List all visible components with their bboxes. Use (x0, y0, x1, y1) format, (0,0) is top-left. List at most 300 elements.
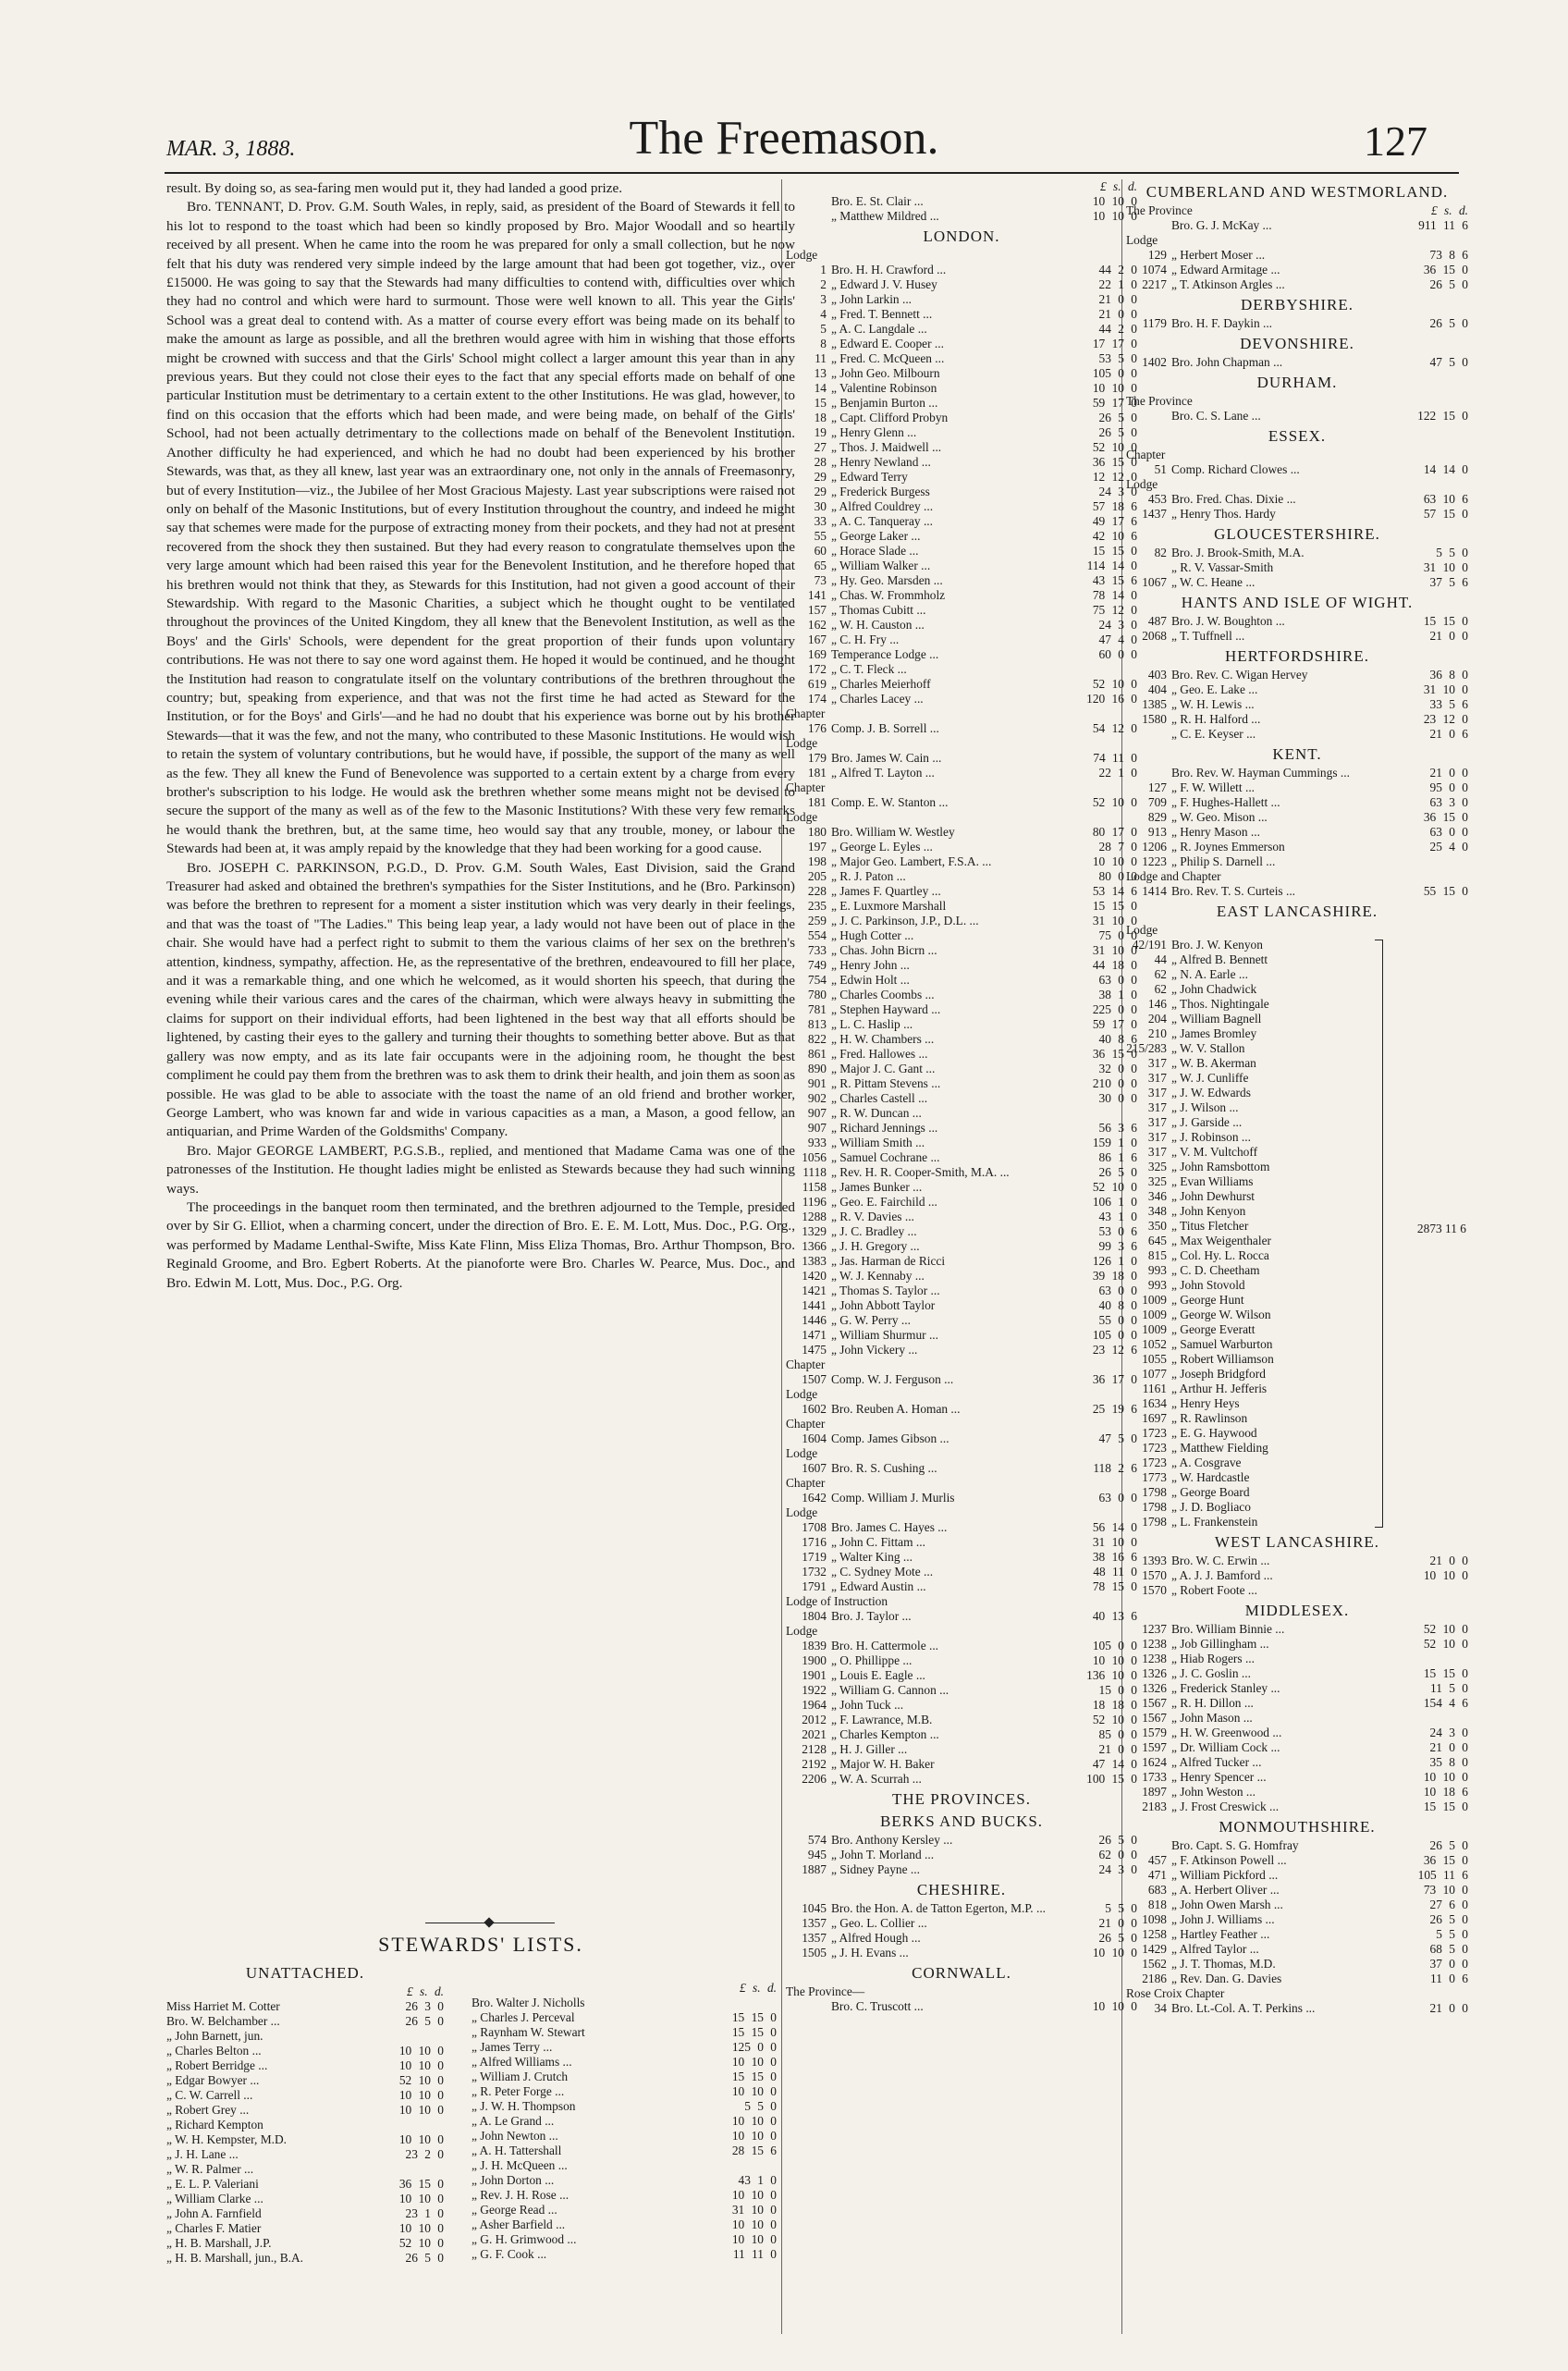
steward-row (1126, 1681, 1468, 1696)
steward-row (1126, 1957, 1468, 1972)
steward-row (786, 618, 1137, 633)
masthead-rule (165, 172, 1459, 174)
lodge-number: 749 (807, 958, 827, 972)
steward-name: Comp. William J. Murlis (831, 1491, 955, 1505)
steward-name: „ John Weston ... (1171, 1785, 1256, 1799)
steward-name: Bro. J. Taylor ... (831, 1609, 912, 1623)
amount: 75 0 0 (1098, 928, 1137, 942)
steward-name: „ A. Cosgrave (1171, 1456, 1242, 1469)
steward-row (1126, 1898, 1468, 1912)
lodge-number: 645 (1147, 1234, 1167, 1247)
steward-row (1126, 982, 1468, 997)
amount: 18 18 0 (1092, 1698, 1137, 1712)
lodge-number: 1719 (802, 1550, 827, 1564)
steward-name: „ William Shurmur ... (831, 1328, 938, 1342)
steward-row (1126, 1853, 1468, 1868)
steward-row (1126, 1711, 1468, 1726)
amount: 15 15 0 (1092, 899, 1137, 913)
steward-name: Miss Harriet M. Cotter (166, 1999, 280, 2013)
steward-row (1126, 1086, 1468, 1100)
steward-row (786, 1683, 1137, 1698)
steward-name: „ R. V. Vassar-Smith (1171, 560, 1274, 574)
amount: 95 0 0 (1429, 780, 1468, 794)
lodge-number: 1383 (802, 1254, 827, 1268)
lodge-number: 34 (1154, 2001, 1167, 2015)
steward-row (1126, 218, 1468, 233)
steward-row (1126, 1041, 1468, 1056)
lodge-number: 1567 (1142, 1696, 1167, 1710)
steward-row (1126, 1130, 1468, 1145)
steward-row (1126, 546, 1468, 560)
steward-row (1126, 938, 1468, 952)
steward-name: „ L. C. Haslip ... (831, 1017, 913, 1031)
steward-name: „ Charles J. Perceval (472, 2010, 575, 2024)
steward-row (472, 2188, 777, 2203)
lodge-number: 1045 (802, 1901, 827, 1915)
steward-name: „ Louis E. Eagle ... (831, 1668, 925, 1682)
steward-row (786, 884, 1137, 899)
lodge-number: 228 (807, 884, 827, 898)
amount: 10 10 0 (1092, 209, 1137, 223)
steward-name: „ Philip S. Darnell ... (1171, 854, 1276, 868)
steward-row (786, 1180, 1137, 1195)
lodge-number: 1158 (802, 1180, 827, 1194)
amount: 10 10 0 (731, 2217, 777, 2231)
steward-name: „ F. Hughes-Hallett ... (1171, 795, 1280, 809)
lodge-number: 198 (807, 854, 827, 868)
steward-row (1126, 263, 1468, 277)
steward-row (786, 1402, 1137, 1417)
steward-row (786, 1032, 1137, 1047)
steward-name: „ R. Rawlinson (1171, 1411, 1248, 1425)
lodge-number: 902 (807, 1091, 827, 1105)
lodge-number: 487 (1147, 614, 1167, 628)
lodge-number: 1562 (1142, 1957, 1167, 1971)
lodge-number: 205 (807, 869, 827, 883)
steward-row (472, 2217, 777, 2232)
amount: 24 3 0 (1429, 1726, 1468, 1739)
steward-row (1126, 1696, 1468, 1711)
lodge-number: 1056 (802, 1150, 827, 1164)
steward-row (1126, 854, 1468, 869)
steward-row (786, 928, 1137, 943)
section-heading: KENT. (1272, 745, 1322, 763)
group-label: Chapter (786, 1357, 826, 1371)
lodge-number: 683 (1147, 1883, 1167, 1897)
lodge-number: 62 (1154, 967, 1167, 981)
amount: 10 10 0 (398, 2132, 444, 2146)
steward-name: „ Fred. Hallowes ... (831, 1047, 928, 1061)
steward-row (1126, 967, 1468, 982)
unattached-heading: UNATTACHED. (245, 1964, 365, 1982)
steward-name: „ H. B. Marshall, J.P. (166, 2236, 272, 2250)
group-label: Lodge (786, 1624, 818, 1638)
amount: 60 0 0 (1098, 647, 1137, 661)
amount: 21 0 0 (1098, 1916, 1137, 1930)
steward-row (472, 2158, 777, 2173)
steward-name: „ W. V. Stallon (1171, 1041, 1245, 1055)
steward-row (786, 647, 1137, 662)
steward-row (786, 1150, 1137, 1165)
lodge-number: 1223 (1142, 854, 1167, 868)
steward-name: Comp. E. W. Stanton ... (831, 795, 949, 809)
steward-name: „ J. D. Bogliaco (1171, 1500, 1251, 1514)
steward-name: Bro. Lt.-Col. A. T. Perkins ... (1171, 2001, 1316, 2015)
amount: 26 5 0 (1098, 411, 1137, 424)
steward-row (1126, 462, 1468, 477)
lodge-number: 167 (807, 633, 827, 646)
steward-row (1126, 795, 1468, 810)
lodge-number: 933 (807, 1136, 827, 1149)
steward-row (1126, 1883, 1468, 1898)
steward-name: „ J. H. Lane ... (166, 2147, 239, 2161)
steward-row (1126, 1160, 1468, 1174)
amount: 38 1 0 (1098, 988, 1137, 1001)
steward-row (786, 396, 1137, 411)
lodge-number: 1357 (802, 1916, 827, 1930)
amount: 47 14 0 (1092, 1757, 1137, 1771)
amount: 39 18 0 (1092, 1269, 1137, 1283)
steward-row (786, 840, 1137, 854)
steward-name: „ W. H. Causton ... (831, 618, 925, 632)
amount: 28 15 6 (731, 2144, 777, 2157)
steward-name: „ R. J. Paton ... (831, 869, 906, 883)
steward-name: „ John Barnett, jun. (166, 2029, 263, 2043)
amount: 52 10 0 (1092, 677, 1137, 691)
steward-row (786, 1862, 1137, 1877)
amount: 53 0 6 (1098, 1224, 1137, 1238)
lodge-number: 11 (815, 351, 827, 365)
lodge-number: 1804 (802, 1609, 827, 1623)
amount: 47 5 0 (1429, 355, 1468, 369)
steward-row (786, 1017, 1137, 1032)
steward-name: Bro. the Hon. A. de Tatton Egerton, M.P. ... (831, 1901, 1047, 1915)
amount: 11 5 0 (1430, 1681, 1468, 1695)
steward-name: Bro. James W. Cain ... (831, 751, 942, 765)
steward-row (166, 2103, 444, 2118)
steward-row (786, 1698, 1137, 1713)
amount: 55 15 0 (1423, 884, 1468, 898)
amount: 99 3 6 (1098, 1239, 1137, 1253)
amount: 52 10 0 (1092, 1713, 1137, 1726)
lodge-number: 1716 (802, 1535, 827, 1549)
steward-row (1126, 840, 1468, 854)
steward-row (1126, 409, 1468, 424)
amount: 56 14 0 (1092, 1520, 1137, 1534)
amount: 26 5 0 (1098, 1165, 1137, 1179)
steward-name: „ John Tuck ... (831, 1698, 904, 1712)
steward-name: „ W. R. Palmer ... (166, 2162, 254, 2176)
steward-name: Bro. Walter J. Nicholls (472, 1996, 585, 2009)
steward-row (1126, 668, 1468, 682)
lodge-number: 2206 (802, 1772, 827, 1786)
steward-row (1126, 997, 1468, 1012)
steward-name: „ James Bromley (1171, 1026, 1257, 1040)
steward-row (786, 1269, 1137, 1284)
lodge-number: 453 (1147, 492, 1167, 506)
steward-name: „ Hiab Rogers ... (1171, 1652, 1255, 1665)
steward-name: „ R. Joynes Emmerson (1171, 840, 1285, 854)
steward-name: „ Capt. Clifford Probyn (831, 411, 949, 424)
lodge-number: 1009 (1142, 1322, 1167, 1336)
unattached-list-b (472, 1981, 777, 2262)
steward-row (472, 2129, 777, 2144)
amount: 26 5 0 (1429, 316, 1468, 330)
east-lancashire-brace (1375, 940, 1383, 1528)
steward-row (1126, 1056, 1468, 1071)
steward-row (786, 766, 1137, 780)
steward-row (786, 559, 1137, 573)
article-paragraph: result. By doing so, as sea-faring men would put it, they had landed a good prize. (166, 180, 623, 196)
steward-row (472, 2203, 777, 2217)
list-column-3 (1126, 179, 1468, 2334)
lodge-number: 1602 (802, 1402, 827, 1416)
amount: 86 1 6 (1098, 1150, 1137, 1164)
amount: 78 14 0 (1092, 588, 1137, 602)
steward-row (1126, 355, 1468, 370)
steward-name: „ Hugh Cotter ... (831, 928, 914, 942)
steward-name: „ John Geo. Milbourn (831, 366, 940, 380)
steward-row (786, 307, 1137, 322)
steward-row (786, 1328, 1137, 1343)
steward-name: Temperance Lodge ... (831, 647, 939, 661)
steward-row (1126, 1622, 1468, 1637)
amount: 43 1 0 (738, 2173, 777, 2187)
amount: 36 15 0 (398, 2177, 444, 2191)
amount: 22 1 0 (1098, 766, 1137, 780)
steward-row (1126, 629, 1468, 644)
steward-name: „ Charles F. Matier (166, 2221, 262, 2235)
lodge-number: 5 (820, 322, 827, 336)
steward-name: „ Edward Austin ... (831, 1579, 926, 1593)
amount: 24 3 0 (1098, 485, 1137, 498)
steward-name: „ J. Wilson ... (1171, 1100, 1239, 1114)
steward-name: „ Hartley Feather ... (1171, 1927, 1270, 1941)
amount: 10 10 0 (1092, 194, 1137, 208)
lodge-number: 1329 (802, 1224, 827, 1238)
steward-name: Bro. J. Brook-Smith, M.A. (1171, 546, 1305, 559)
amount: 10 10 0 (731, 2114, 777, 2128)
steward-row (472, 2144, 777, 2158)
group-label: Lodge (1126, 233, 1158, 247)
steward-name: „ H. W. Greenwood ... (1171, 1726, 1282, 1739)
amount: 31 10 0 (1092, 914, 1137, 928)
amount: 10 10 0 (1092, 1946, 1137, 1959)
steward-row (786, 1833, 1137, 1848)
steward-row (786, 440, 1137, 455)
lodge-number: 1074 (1142, 263, 1167, 276)
steward-name: „ John Owen Marsh ... (1171, 1898, 1283, 1911)
lodge-number: 822 (807, 1032, 827, 1046)
steward-name: Bro. Capt. S. G. Homfray (1171, 1838, 1299, 1852)
lodge-number: 1393 (1142, 1554, 1167, 1567)
lodge-number: 1964 (802, 1698, 827, 1712)
amount: 23 2 0 (405, 2147, 444, 2161)
steward-name: „ Henry Heys (1171, 1396, 1240, 1410)
section-heading: DEVONSHIRE. (1240, 335, 1354, 352)
lodge-number: 210 (1147, 1026, 1167, 1040)
lodge-number: 993 (1147, 1278, 1167, 1292)
group-label: Lodge (786, 736, 818, 750)
steward-name: „ W. H. Lewis ... (1171, 697, 1255, 711)
lodge-number: 829 (1147, 810, 1167, 824)
steward-row (786, 914, 1137, 928)
article-paragraph: Bro. Major GEORGE LAMBERT, P.G.S.B., replied, and mentioned that Madame Cama was one of the patronesses of the Institution. He thought ladies might be enlisted as Stewards because they had such winning ways. (166, 1142, 795, 1197)
lodge-number: 2068 (1142, 629, 1167, 643)
amount: 10 10 0 (398, 2058, 444, 2072)
steward-name: „ T. Atkinson Argles ... (1171, 277, 1285, 291)
steward-name: „ C. T. Fleck ... (831, 662, 907, 676)
steward-name: „ Stephen Hayward ... (831, 1002, 941, 1016)
lodge-number: 907 (807, 1106, 827, 1120)
lodge-number: 169 (807, 647, 827, 661)
steward-row (786, 1254, 1137, 1269)
amount: 5 5 0 (1436, 1927, 1468, 1941)
steward-name: „ J. Garside ... (1171, 1115, 1243, 1129)
steward-row (786, 1550, 1137, 1565)
amount: 31 10 0 (1423, 682, 1468, 696)
steward-row (166, 2251, 444, 2266)
amount: 15 0 0 (1098, 1683, 1137, 1697)
steward-name: „ Edward E. Cooper ... (831, 337, 944, 350)
steward-name: „ Geo. L. Collier ... (831, 1916, 927, 1930)
lodge-number: 404 (1147, 682, 1167, 696)
lodge-number: 1507 (802, 1372, 827, 1386)
steward-name: „ F. Atkinson Powell ... (1171, 1853, 1287, 1867)
amount: 44 2 0 (1098, 322, 1137, 336)
lodge-number: 1421 (802, 1284, 827, 1297)
amount: 26 5 0 (1429, 1838, 1468, 1852)
steward-name: „ Alfred Williams ... (472, 2055, 572, 2069)
amount: 15 15 0 (731, 2025, 777, 2039)
amount: 10 10 0 (398, 2088, 444, 2102)
amount: 136 10 0 (1086, 1668, 1137, 1682)
amount: 31 10 0 (731, 2203, 777, 2217)
amount: 57 18 6 (1092, 499, 1137, 513)
steward-name: „ Alfred Hough ... (831, 1931, 921, 1945)
steward-row (1126, 2001, 1468, 2016)
steward-row (1126, 1145, 1468, 1160)
lodge-number: 1604 (802, 1431, 827, 1445)
steward-name: „ Edward J. V. Husey (831, 277, 937, 291)
amount: 31 10 0 (1423, 560, 1468, 574)
steward-row (1126, 1189, 1468, 1204)
group-label: The Province— (786, 1984, 865, 1998)
amount: 44 2 0 (1098, 263, 1137, 276)
steward-name: „ Henry Thos. Hardy (1171, 507, 1276, 521)
steward-name: Bro. Reuben A. Homan ... (831, 1402, 961, 1416)
steward-row (786, 1313, 1137, 1328)
lodge-number: 18 (814, 411, 827, 424)
steward-name: „ J. H. Evans ... (831, 1946, 909, 1959)
amount: 35 8 0 (1429, 1755, 1468, 1769)
lodge-number: 15 (814, 396, 827, 410)
amount: 24 3 0 (1098, 618, 1137, 632)
lodge-number: 29 (814, 485, 827, 498)
steward-row (1126, 952, 1468, 967)
steward-name: „ Edgar Bowyer ... (166, 2073, 260, 2087)
lodge-number: 82 (1154, 546, 1167, 559)
amount: 36 8 0 (1429, 668, 1468, 682)
steward-row (786, 1224, 1137, 1239)
steward-name: „ T. Tuffnell ... (1171, 629, 1245, 643)
section-heading: ESSEX. (1268, 427, 1327, 445)
steward-row (1126, 1115, 1468, 1130)
lodge-number: 235 (807, 899, 827, 913)
steward-row (786, 1742, 1137, 1757)
steward-name: „ Charles Castell ... (831, 1091, 928, 1105)
article-paragraph: Bro. JOSEPH C. PARKINSON, P.G.D., D. Prov. G.M. South Wales, East Division, said the Grand Treasurer had asked and obtained the brethren's sympathies for the Sister Institutions, and he (Bro. Parkinson) was before the brethren to represent for a moment a sister institution which was very dearly in their feelings, and that was the toast of "The Ladies." This being leap year, a lady would not have been out of place in the chair. She would have had a perfect right to submit to them the various claims of her sex on the brethren's attention, kindness, sympathy, affection. He, as the representative of the brethren, endeavoured to fill her place, and it was a remarkable thing, and one which he welcomed, as it would shorten his speech, that during the evening while their various cares and the cares of the chairman, which were always heavy in submitting the claims for support on their individual efforts, had been lightened in the best way that all efforts should be lightened, by casting their eyes to the gallery and turning their thoughts to something better above. But as that gallery was now empty, and as its late fair occupants were in the adjoining room, he thought the best compliment he could pay them from the brethren was to ask them to drink their health, and join them as soon as possible. He was glad to be able to associate with the toast the name of an old friend and brother worker, George Lambert, who was known far and wide in various capacities as a man, a Mason, a good fellow, an antiquarian, and Prime Warden of the Goldsmiths' Company. (166, 859, 795, 1140)
steward-name: „ William Clarke ... (166, 2192, 263, 2205)
steward-name: „ Charles Meierhoff (831, 677, 931, 691)
steward-row (786, 603, 1137, 618)
lodge-number: 2 (820, 277, 827, 291)
steward-name: „ Hy. Geo. Marsden ... (831, 573, 943, 587)
steward-row (1126, 1740, 1468, 1755)
steward-name: Bro. John Chapman ... (1171, 355, 1283, 369)
steward-name: „ A. Le Grand ... (472, 2114, 555, 2128)
steward-name: „ J. C. Bradley ... (831, 1224, 917, 1238)
steward-name: „ E. Luxmore Marshall (831, 899, 947, 913)
steward-name: „ W. Hardcastle (1171, 1470, 1250, 1484)
steward-row (472, 2040, 777, 2055)
amount: 21 0 0 (1098, 292, 1137, 306)
amount: 118 2 6 (1093, 1461, 1137, 1475)
lodge-number: 1098 (1142, 1912, 1167, 1926)
group-label: Lodge (1126, 923, 1158, 937)
amount: 52 10 0 (1092, 1180, 1137, 1194)
amount: 105 0 0 (1092, 1639, 1137, 1652)
steward-row (166, 2192, 444, 2206)
lodge-number: 146 (1147, 997, 1167, 1011)
amount: 25 19 6 (1092, 1402, 1137, 1416)
steward-name: „ Job Gillingham ... (1171, 1637, 1269, 1651)
steward-name: Bro. Anthony Kersley ... (831, 1833, 953, 1847)
section-heading: LONDON. (923, 227, 1000, 245)
steward-row (1126, 825, 1468, 840)
steward-name: „ J. H. Gregory ... (831, 1239, 920, 1253)
amount: 100 15 0 (1086, 1772, 1137, 1786)
steward-name: „ W. J. Cunliffe (1171, 1071, 1249, 1085)
steward-name: „ W. Geo. Mison ... (1171, 810, 1268, 824)
amount: 36 15 0 (1092, 1047, 1137, 1061)
steward-name: „ William G. Cannon ... (831, 1683, 949, 1697)
steward-name: „ John Stovold (1171, 1278, 1245, 1292)
steward-row (472, 2099, 777, 2114)
lodge-number: 197 (807, 840, 827, 854)
steward-row (1126, 1500, 1468, 1515)
lodge-number: 1366 (802, 1239, 827, 1253)
amount: 21 0 0 (1098, 1742, 1137, 1756)
steward-row (1126, 780, 1468, 795)
lodge-number: 51 (1154, 462, 1167, 476)
steward-name: „ Major J. C. Gant ... (831, 1062, 936, 1075)
lodge-number: 403 (1147, 668, 1167, 682)
steward-row (786, 337, 1137, 351)
steward-row (472, 2025, 777, 2040)
amount: 10 10 0 (731, 2129, 777, 2143)
lodge-number: 317 (1147, 1056, 1167, 1070)
steward-row (786, 485, 1137, 499)
steward-name: „ Benjamin Burton ... (831, 396, 938, 410)
steward-name: „ George Read ... (472, 2203, 557, 2217)
lodge-number: 1077 (1142, 1367, 1167, 1381)
amount: 26 5 0 (1429, 1912, 1468, 1926)
steward-name: „ W. C. Heane ... (1171, 575, 1256, 589)
amount: 10 10 0 (1423, 1568, 1468, 1582)
steward-name: „ W. A. Scurrah ... (831, 1772, 922, 1786)
steward-row (1126, 810, 1468, 825)
